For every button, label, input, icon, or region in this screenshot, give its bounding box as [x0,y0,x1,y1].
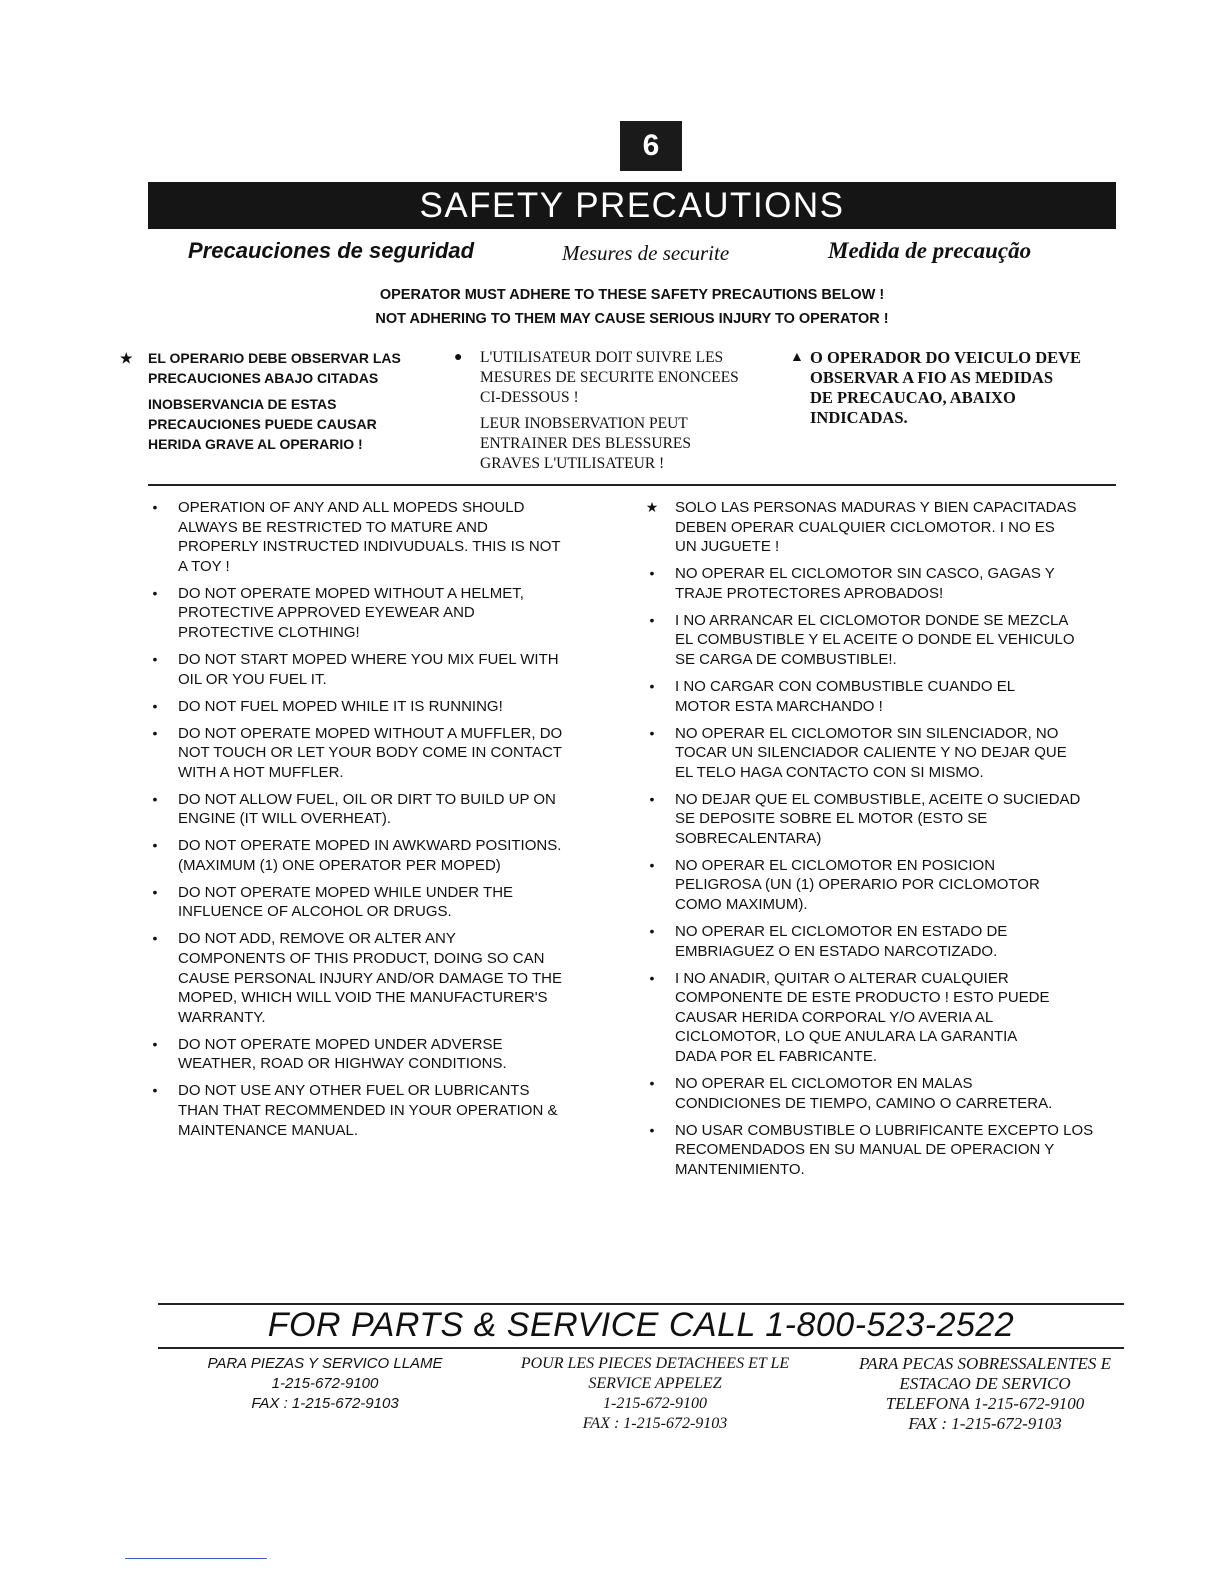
list-item-text [178,1081,628,1140]
list-item-line: INFLUENCE OF ALCOHOL OR DRUGS. [178,903,452,921]
list-item-text [178,584,628,643]
divider [158,1347,1124,1349]
footer-contact-portuguese [825,1354,1145,1434]
list-item [645,969,1125,1067]
list-item-text [675,969,1125,1067]
list-item-line: I NO CARGAR CON COMBUSTIBLE CUANDO EL [675,677,1016,695]
list-item-text [675,922,1125,961]
footer-line: 1-215-672-9100 [271,1375,379,1392]
operator-warning-line-1: OPERATOR MUST ADHERE TO THESE SAFETY PRECAUTIONS BELOW ! [379,287,885,303]
list-item [148,697,628,717]
footer-line: PARA PIEZAS Y SERVICO LLAME [207,1355,443,1372]
divider [148,484,1116,486]
notice-line: GRAVES L'UTILISATEUR ! [480,455,665,472]
list-item-line: SOBRECALENTARA) [675,829,822,847]
list-item [148,498,628,576]
list-item-line: SE CARGA DE COMBUSTIBLE!. [675,650,897,668]
list-item [645,1121,1125,1180]
list-item [645,564,1125,603]
footer-line: FAX : 1-215-672-9103 [908,1414,1062,1433]
bullet-icon: • [152,724,158,741]
list-item [148,836,628,875]
list-item-line: DO NOT OPERATE MOPED IN AWKWARD POSITIONS. [178,837,562,855]
list-item [148,584,628,643]
list-item-line: PROTECTIVE APPROVED EYEWEAR AND [178,604,475,622]
bullet-icon: • [649,1074,655,1091]
bullet-icon: • [649,790,655,807]
footer-line: ESTACAO DE SERVICO [899,1374,1071,1393]
bullet-icon: • [649,1121,655,1138]
page-number: 6 [620,121,682,171]
list-item-text [675,856,1125,915]
list-item-text [675,790,1125,849]
notice-line: PRECAUCIONES ABAJO CITADAS [148,370,379,386]
list-item-line: NO OPERAR EL CICLOMOTOR EN POSICION [675,856,996,874]
star-icon: ★ [645,499,659,515]
bullet-icon: • [152,790,158,807]
list-item-line: DO NOT ADD, REMOVE OR ALTER ANY [178,930,456,948]
list-item [645,1074,1125,1113]
bullet-icon: • [152,883,158,900]
footer-line: SERVICE APPELEZ [588,1375,722,1392]
bullet-icon: • [152,499,158,515]
notice-line: LEUR INOBSERVATION PEUT [480,415,688,432]
notice-french [454,348,800,474]
footer-line: TELEFONA 1-215-672-9100 [885,1394,1085,1413]
notice-line: L'UTILISATEUR DOIT SUIVRE LES [480,349,724,366]
list-item-line: CAUSE PERSONAL INJURY AND/OR DAMAGE TO THE [178,969,562,987]
notice-line: INDICADAS. [810,408,908,427]
link-underline [125,1558,267,1559]
circle-bullet-icon: ● [454,350,463,365]
subtitle-spanish: Precauciones de seguridad [188,238,475,263]
list-item-line: WITH A HOT MUFFLER. [178,763,344,781]
list-item-line: DO NOT FUEL MOPED WHILE IT IS RUNNING! [178,697,503,715]
notice-spanish [120,348,448,454]
list-item-line: NO OPERAR EL CICLOMOTOR SIN SILENCIADOR, NO [675,724,1059,742]
list-item-line: I NO ANADIR, QUITAR O ALTERAR CUALQUIER [675,969,1009,987]
bullet-icon: • [649,565,655,582]
bullet-icon: • [152,650,158,667]
subtitle-portuguese: Medida de precaução [828,238,1032,263]
notice-line: HERIDA GRAVE AL OPERARIO ! [148,436,363,452]
list-item-line: EL COMBUSTIBLE Y EL ACEITE O DONDE EL VEHICULO [675,631,1075,649]
bullet-icon: • [649,677,655,694]
list-item-line: TOCAR UN SILENCIADOR CALIENTE Y NO DEJAR QUE [675,744,1067,762]
bullet-icon: • [649,724,655,741]
bullet-icon: • [152,837,158,854]
list-item-line: SOLO LAS PERSONAS MADURAS Y BIEN CAPACITADAS [675,499,1077,516]
list-item-line: CONDICIONES DE TIEMPO, CAMINO O CARRETERA. [675,1094,1053,1112]
list-item-line: DO NOT ALLOW FUEL, OIL OR DIRT TO BUILD UP ON [178,790,556,808]
notice-line: EL OPERARIO DEBE OBSERVAR LAS [148,350,401,366]
bullet-icon: • [152,1035,158,1052]
list-item-line: TRAJE PROTECTORES APROBADOS! [675,584,944,602]
list-item-line: MOPED, WHICH WILL VOID THE MANUFACTURER'S [178,989,548,1007]
list-item-line: EMBRIAGUEZ O EN ESTADO NARCOTIZADO. [675,942,998,960]
list-item-line: MANTENIMIENTO. [675,1160,805,1178]
list-item [148,724,628,783]
list-item-line: ALWAYS BE RESTRICTED TO MATURE AND [178,518,488,536]
list-item-line: NO DEJAR QUE EL COMBUSTIBLE, ACEITE O SUCIEDAD [675,790,1081,808]
footer-line: PARA PECAS SOBRESSALENTES E [859,1354,1111,1373]
list-item [148,790,628,829]
list-item-text [178,929,628,1027]
list-item-line: MAINTENANCE MANUAL. [178,1121,359,1139]
list-item-text [178,498,628,576]
list-item-text [178,697,628,717]
list-item [645,922,1125,961]
list-item-text [675,677,1125,716]
list-item-line: NO OPERAR EL CICLOMOTOR EN MALAS [675,1074,973,1092]
triangle-icon: ▲ [790,350,804,365]
notice-line: DE PRECAUCAO, ABAIXO [810,388,1016,407]
list-item-text [178,790,628,829]
list-item-line: I NO ARRANCAR EL CICLOMOTOR DONDE SE MEZCLA [675,611,1069,629]
bullet-icon: • [152,930,158,947]
page-title: SAFETY PRECAUTIONS [148,182,1116,229]
list-item-line: COMPONENTS OF THIS PRODUCT, DOING SO CAN [178,950,545,967]
list-item-line: NO OPERAR EL CICLOMOTOR EN ESTADO DE [675,923,1008,941]
list-item-line: PROPERLY INSTRUCTED INDIVUDUALS. THIS IS NOT [178,538,561,556]
notice-line: OBSERVAR A FIO AS MEDIDAS [810,368,1054,387]
operator-warning-line-2: NOT ADHERING TO THEM MAY CAUSE SERIOUS INJURY TO OPERATOR ! [375,311,889,327]
list-item-line: ENGINE (IT WILL OVERHEAT). [178,810,392,828]
list-item-line: DADA POR EL FABRICANTE. [675,1047,877,1065]
notice-line: CI-DESSOUS ! [480,389,579,406]
bullet-icon: • [152,584,158,601]
list-item [148,929,628,1027]
precautions-list-english [148,498,628,1148]
list-item [148,1035,628,1074]
list-item [148,883,628,922]
list-item-text [178,650,628,689]
list-item-line: EL TELO HAGA CONTACTO CON SI MISMO. [675,763,984,781]
notice-portuguese [790,348,1130,428]
list-item-line: THAN THAT RECOMMENDED IN YOUR OPERATION & [178,1101,558,1119]
list-item-line: DO NOT USE ANY OTHER FUEL OR LUBRICANTS [178,1082,530,1100]
parts-service-call: FOR PARTS & SERVICE CALL 1-800-523-2522 [267,1306,1015,1344]
list-item-text [675,1074,1125,1113]
list-item [148,1081,628,1140]
bullet-icon: • [649,611,655,628]
list-item-line: OPERATION OF ANY AND ALL MOPEDS SHOULD [178,499,525,516]
list-item-line: COMO MAXIMUM). [675,896,808,914]
notice-line: MESURES DE SECURITE ENONCEES [480,369,739,386]
notice-line: O OPERADOR DO VEICULO DEVE [810,348,1082,367]
list-item-line: RECOMENDADOS EN SU MANUAL DE OPERACION Y [675,1141,1055,1159]
footer-contact-french [495,1354,815,1434]
list-item-line: PROTECTIVE CLOTHING! [178,623,360,641]
list-item-line: MOTOR ESTA MARCHANDO ! [675,697,883,715]
list-item [645,724,1125,783]
list-item-line: DO NOT OPERATE MOPED WITHOUT A HELMET, [178,584,524,602]
star-icon: ★ [120,350,133,366]
footer-line: FAX : 1-215-672-9103 [251,1395,399,1412]
footer-line: FAX : 1-215-672-9103 [582,1415,728,1432]
list-item-text [675,564,1125,603]
list-item-line: PELIGROSA (UN (1) OPERARIO POR CICLOMOTOR [675,876,1040,894]
list-item-line: DO NOT OPERATE MOPED WHILE UNDER THE [178,883,514,901]
notice-line: ENTRAINER DES BLESSURES [480,435,691,452]
list-item [148,650,628,689]
list-item-line: NO USAR COMBUSTIBLE O LUBRIFICANTE EXCEPTO LOS [675,1121,1094,1139]
list-item-line: WARRANTY. [178,1008,266,1026]
footer-line: POUR LES PIECES DETACHEES ET LE [520,1355,790,1372]
list-item-text [178,883,628,922]
list-item-line: DO NOT OPERATE MOPED UNDER ADVERSE [178,1035,503,1053]
list-item-line: CAUSAR HERIDA CORPORAL Y/O AVERIA AL [675,1008,994,1026]
list-item-text [675,724,1125,783]
list-item-line: NOT TOUCH OR LET YOUR BODY COME IN CONTACT [178,744,562,762]
list-item [645,677,1125,716]
list-item-text [178,836,628,875]
list-item-text [675,611,1125,670]
list-item-text [675,498,1125,557]
list-item-text [178,724,628,783]
list-item-line: NO OPERAR EL CICLOMOTOR SIN CASCO, GAGAS Y [675,565,1055,583]
list-item-text [178,1035,628,1074]
bullet-icon: • [152,697,158,714]
notice-line: PRECAUCIONES PUEDE CAUSAR [148,416,377,432]
list-item-line: SE DEPOSITE SOBRE EL MOTOR (ESTO SE [675,810,988,828]
list-item-line: OIL OR YOU FUEL IT. [178,670,327,688]
footer-line: 1-215-672-9100 [603,1395,707,1412]
bullet-icon: • [649,969,655,986]
list-item-line: A TOY ! [178,557,230,575]
bullet-icon: • [649,856,655,873]
list-item-text [675,1121,1125,1180]
list-item [645,611,1125,670]
notice-line: INOBSERVANCIA DE ESTAS [148,396,337,412]
list-item-line: WEATHER, ROAD OR HIGHWAY CONDITIONS. [178,1055,507,1073]
list-item-line: DO NOT START MOPED WHERE YOU MIX FUEL WITH [178,650,559,668]
list-item [645,856,1125,915]
subtitle-french: Mesures de securite [562,241,730,265]
list-item-line: CICLOMOTOR, LO QUE ANULARA LA GARANTIA [675,1028,1018,1046]
list-item-line: COMPONENTE DE ESTE PRODUCTO ! ESTO PUEDE [675,989,1050,1007]
precautions-list-spanish [645,498,1125,1187]
list-item-line: DO NOT OPERATE MOPED WITHOUT A MUFFLER, DO [178,724,563,742]
bullet-icon: • [152,1082,158,1099]
footer-contact-spanish [170,1354,480,1414]
list-item-line: (MAXIMUM (1) ONE OPERATOR PER MOPED) [178,856,501,874]
list-item-line: DEBEN OPERAR CUALQUIER CICLOMOTOR. I NO ES [675,518,1055,536]
list-item [645,498,1125,557]
bullet-icon: • [649,923,655,940]
list-item [645,790,1125,849]
list-item-line: UN JUGUETE ! [675,538,780,556]
